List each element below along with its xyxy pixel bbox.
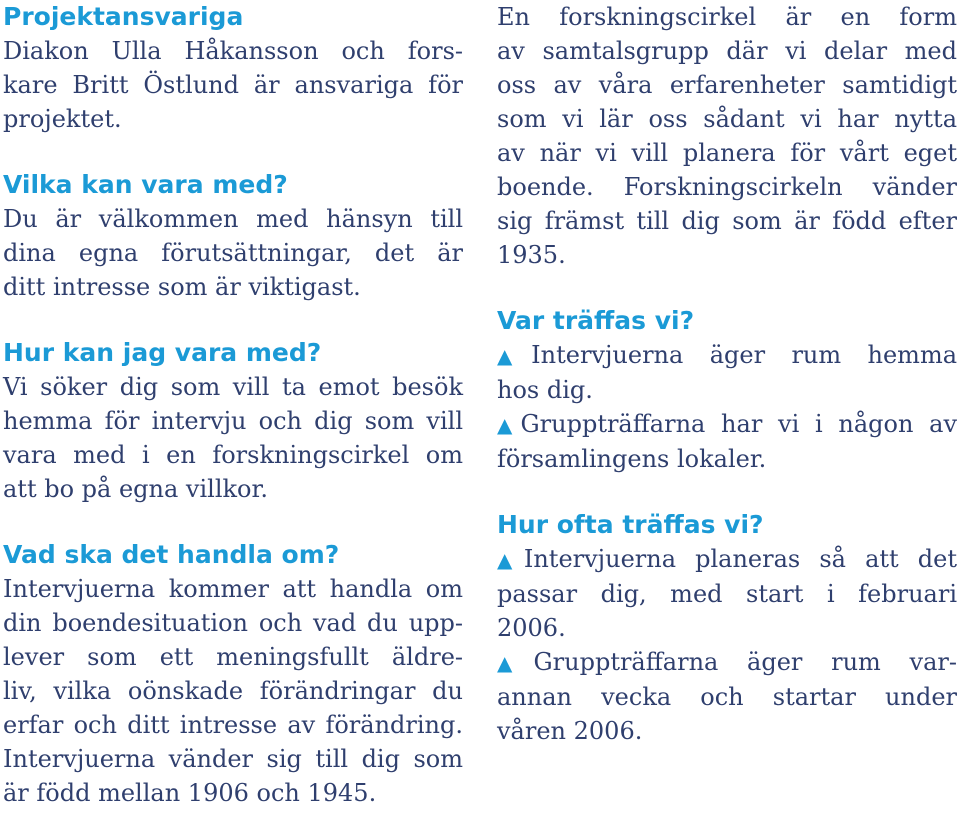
paragraph-projektansvariga: [3, 34, 463, 136]
heading-vilka-kan-vara-med: Vilka kan vara med?: [3, 170, 288, 199]
text-line: En forskningscirkel är en form: [497, 3, 957, 31]
text-line: att bo på egna villkor.: [3, 475, 268, 503]
text-line: 1935.: [497, 241, 566, 269]
text-line: Diakon Ulla Håkansson och fors-: [3, 37, 463, 65]
text-line: Intervjuerna äger rum hemma: [531, 341, 958, 369]
text-line: hos dig.: [497, 376, 593, 404]
text-line: församlingens lokaler.: [497, 445, 767, 473]
text-line: liv, vilka oönskade förändringar du: [3, 677, 463, 705]
text-line: lever som ett meningsfullt äldre-: [3, 643, 463, 671]
text-line: Intervjuerna vänder sig till dig som: [3, 745, 463, 773]
text-line: annan vecka och startar under: [497, 683, 957, 711]
heading-var-traffas-vi: Var träffas vi?: [497, 306, 695, 335]
text-line: som vi lär oss sådant vi har nytta: [497, 105, 957, 133]
text-line: vara med i en forskningscirkel om: [3, 441, 463, 469]
text-line: kare Britt Östlund är ansvariga för: [3, 71, 463, 99]
paragraph-vilka-kan-vara-med: [3, 202, 463, 304]
right-column: [497, 0, 957, 748]
text-line: 2006.: [497, 614, 566, 642]
text-line: Du är välkommen med hänsyn till: [3, 205, 463, 233]
text-line: dina egna förutsättningar, det är: [3, 239, 463, 267]
triangle-bullet-icon: ▲: [497, 344, 532, 368]
bullet-gruppträffarna-varannan-vecka: [497, 645, 957, 748]
paragraph-hur-kan-jag-vara-med: [3, 370, 463, 506]
triangle-bullet-icon: ▲: [497, 651, 534, 675]
bullet-gruppträffarna-lokaler: [497, 407, 957, 476]
bullet-intervjuerna-planeras: [497, 542, 957, 645]
paragraph-vad-ska-det-handla-om: [3, 572, 463, 810]
text-line: ditt intresse som är viktigast.: [3, 273, 361, 301]
text-line: Intervjuerna kommer att handla om: [3, 575, 463, 603]
text-line: våren 2006.: [497, 717, 643, 745]
text-line: sig främst till dig som är född efter: [497, 207, 957, 235]
text-line: är född mellan 1906 och 1945.: [3, 779, 377, 807]
text-line: boende. Forskningscirkeln vänder: [497, 173, 957, 201]
triangle-bullet-icon: ▲: [497, 548, 524, 572]
heading-hur-kan-jag-vara-med: Hur kan jag vara med?: [3, 338, 322, 367]
left-column: [3, 0, 463, 810]
heading-vad-ska-det-handla-om: Vad ska det handla om?: [3, 540, 340, 569]
text-line: Vi söker dig som vill ta emot besök: [3, 373, 463, 401]
text-line: Gruppträffarna äger rum var-: [533, 648, 957, 676]
text-line: oss av våra erfarenheter samtidigt: [497, 71, 957, 99]
bullet-intervjuerna-hemma: [497, 338, 957, 407]
text-line: erfar och ditt intresse av förändring.: [3, 711, 463, 739]
text-line: din boendesituation och vad du upp-: [3, 609, 463, 637]
paragraph-forskningscirkel: [497, 0, 957, 272]
triangle-bullet-icon: ▲: [497, 413, 521, 437]
text-line: projektet.: [3, 105, 122, 133]
heading-projektansvariga: Projektansvariga: [3, 2, 244, 31]
text-line: av när vi vill planera för vårt eget: [497, 139, 957, 167]
text-line: av samtalsgrupp där vi delar med: [497, 37, 957, 65]
text-line: passar dig, med start i februari: [497, 580, 957, 608]
text-line: Gruppträffarna har vi i någon av: [520, 410, 957, 438]
text-line: hemma för intervju och dig som vill: [3, 407, 463, 435]
text-line: Intervjuerna planeras så att det: [523, 545, 957, 573]
heading-hur-ofta-traffas-vi: Hur ofta träffas vi?: [497, 510, 764, 539]
